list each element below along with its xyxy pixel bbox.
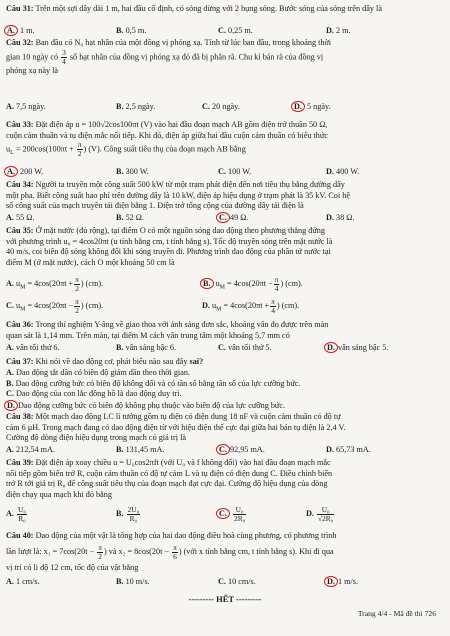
question-text: Ban đầu có N₀ hạt nhân của một đồng vị phóng xạ. Tính từ lúc ban đầu, trong khoảng thời xyxy=(35,38,332,47)
option-c: $\frac{\text{U₀}}{\text{2R₀}}$ xyxy=(234,504,246,523)
option-d: 2 m. xyxy=(336,26,351,35)
question-35-options-row1: A. $u_M = 4\cos(20\pi t$ + $\frac{\pi}{2}$ ) (cm). B. $u_M = 4\cos(20\pi t$ − $\frac{\pi}{4}$ ) (cm). xyxy=(6,274,303,293)
option-a: 1 m. xyxy=(20,26,35,35)
question-text: 40 m/s, coi biên độ sóng không đổi khi sóng truyền đi. Phương trình dao động của phần tử nước tại xyxy=(6,247,331,257)
option-c: 0,25 m. xyxy=(228,26,253,35)
fraction: $\frac{\pi}{2}$ xyxy=(77,140,82,159)
question-38 xyxy=(6,412,444,444)
question-40 xyxy=(6,531,444,542)
question-emphasis: sai? xyxy=(189,357,204,366)
option-b: 52 Ω. xyxy=(125,213,144,222)
option-a: 1 cm/s. xyxy=(16,577,40,586)
question-text: số công suất của mạch truyền tải điện bằng 1. Điện trở tổng cộng của đường dây tải điện là xyxy=(6,201,304,211)
question-33 xyxy=(6,120,444,159)
question-35-options-row2: C. $u_M = 4\cos(20\pi t$ − $\frac{\pi}{2}$ ) (cm). D. $u_M = 4\cos(20\pi t$ + $\frac{\pi}{4}$ ) (cm). xyxy=(6,296,300,315)
selected-answer-mark[interactable]: D. xyxy=(291,101,305,112)
selected-answer-mark[interactable]: D. xyxy=(4,400,18,411)
question-text: vị trí có li độ 12 cm, tốc độ của vật bằng xyxy=(6,563,139,572)
option-a: 55 Ω. xyxy=(16,213,35,222)
option-a: $\frac{\text{U₀}}{\text{R₀}}$ xyxy=(18,504,26,523)
question-33-options: A. 200 W. B. 300 W. C. 100 W. D. 400 W. xyxy=(6,166,444,178)
option-b: Dao động cưỡng bức có biên độ không đổi và có tần số bằng tần số của lực cưỡng bức. xyxy=(15,378,301,388)
option-c: 100 W. xyxy=(228,167,252,176)
question-label: Câu 40: xyxy=(6,531,34,540)
question-36-options: A. vân tối thứ 6. B. vân sáng bậc 6. C. vân tối thứ 5. D. vân sáng bậc 5. xyxy=(6,343,389,352)
question-label: Câu 36: xyxy=(6,320,34,329)
option-b: $u_M = 4\cos(20\pi t$ − $\frac{\pi}{4}$ ) (cm). xyxy=(215,274,303,293)
question-31 xyxy=(6,4,444,15)
question-label: Câu 39: xyxy=(6,458,34,467)
option-d: 1 m/s. xyxy=(337,577,358,586)
question-label: Câu 38: xyxy=(6,412,34,421)
option-c: 49 Ω. xyxy=(229,213,249,222)
question-36 xyxy=(6,320,444,341)
option-a: vân tối thứ 6. xyxy=(16,343,60,352)
selected-answer-mark[interactable]: C. xyxy=(216,444,230,455)
selected-answer-mark[interactable]: D. xyxy=(324,576,338,587)
question-text: với phương trình u₀ = 4cos20πt (u tính bằng cm, t tính bằng s). Tốc độ truyền sóng trên mặt nước là xyxy=(6,236,333,246)
question-text: Trong thí nghiệm Y-âng về giao thoa với ánh sáng đơn sắc, khoảng vân đo được trên màn xyxy=(35,320,329,329)
option-a: Dao động tắt dần có biên độ giảm dần theo thời gian. xyxy=(16,368,190,377)
selected-answer-mark[interactable]: C. xyxy=(216,212,230,223)
question-40-options: A. 1 cm/s. B. 10 m/s. C. 10 cm/s. D. 1 m/s. xyxy=(6,577,358,586)
question-text: số hạt nhân của đồng vị phóng xạ đó đã bị phân rã. Chu kì bán rã của đồng vị xyxy=(69,51,324,61)
selected-answer-mark[interactable]: A. xyxy=(4,25,18,36)
option-b: vân sáng bậc 6. xyxy=(125,343,177,352)
question-35 xyxy=(6,226,444,268)
question-38-options: A. 212,54 mA. B. 131,45 mA. C. 92,95 mA. D. 65,73 mA. xyxy=(6,445,371,454)
question-text: Khi nói về dao động cơ, phát biểu nào sau đây xyxy=(35,357,188,366)
option-a: 200 W. xyxy=(20,167,44,176)
fraction: $\frac{\pi}{2}$ xyxy=(98,542,102,561)
question-label: Câu 31: xyxy=(6,4,34,13)
question-text: ) và x₂ = 8cos(20t − xyxy=(103,547,170,556)
option-d: 5 ngày. xyxy=(307,102,331,111)
question-34-options: A. 55 Ω. B. 52 Ω. C. 49 Ω. D. 38 Ω. xyxy=(6,213,355,222)
option-d: 65,73 mA. xyxy=(336,445,371,454)
selected-answer-mark[interactable]: C. xyxy=(216,508,230,519)
question-label: Câu 32: xyxy=(6,38,34,47)
option-a: 7,5 ngày. xyxy=(16,102,46,111)
question-text: ) (V). Công suất tiêu thụ của đoạn mạch AB bằng xyxy=(83,144,246,154)
option-c: Dao động của con lắc đồng hồ là dao động duy trì. xyxy=(16,389,182,399)
option-b: 131,45 mA. xyxy=(125,445,165,454)
fraction: $\frac{\pi}{6}$ xyxy=(173,542,177,561)
option-a: $u_M = 4\cos(20\pi t$ + $\frac{\pi}{2}$ ) (cm). xyxy=(16,274,104,293)
option-b: $\frac{\text{2U₀}}{\text{R₀}}$ xyxy=(127,504,140,523)
question-label: Câu 34: xyxy=(6,180,34,189)
option-c: 92,95 mA. xyxy=(229,445,265,454)
question-text: Trên một sợi dây dài 1 m, hai đầu cố định, có sóng dừng với 2 bụng sóng. Bước sóng của sóng trên dây là xyxy=(35,4,382,13)
end-marker: --------- HẾT --------- xyxy=(188,594,262,604)
option-d: 38 Ω. xyxy=(336,213,355,222)
question-text: một pha. Biết công suất hao phí trên đường dây là 10 kW, điện áp hiệu dụng ở trạm phát là 35 kV. Coi hệ xyxy=(6,190,350,200)
option-d: $u_M = 4\cos(20\pi t$ + $\frac{\pi}{4}$ ) (cm). xyxy=(212,296,300,315)
option-c: 10 cm/s. xyxy=(228,577,256,586)
question-39-options: A. $\frac{\text{U₀}}{\text{R₀}}$ B. $\frac{\text{2U₀}}{\text{R₀}}$ C. $\frac{\text{U₀}}{\text{2R₀}}$ D. $\frac{\text{U₀}}{\text{√2R₀}}$ xyxy=(6,504,334,523)
option-c: vân tối thứ 5. xyxy=(228,343,272,352)
question-label: Câu 35: xyxy=(6,226,34,235)
question-text: trở R tới giá trị R₀ để công suất tiêu thụ của đoạn mạch đạt cực đại. Cường độ hiệu dụng của dòng xyxy=(6,479,328,489)
question-text: nối tiếp gồm biến trở R, cuộn cảm thuần có độ tự cảm L và tụ điện có điện dung C. Điều chỉnh biến xyxy=(6,468,333,478)
question-text: ) (với x tính bằng cm, t tính bằng s). Khi đi qua xyxy=(178,547,334,556)
question-text: = 200cos(100πt + xyxy=(13,144,74,154)
selected-answer-mark[interactable]: D. xyxy=(324,342,338,353)
option-d: $\frac{\text{U₀}}{\text{√2R₀}}$ xyxy=(318,504,334,523)
option-a: 212,54 mA. xyxy=(16,445,55,454)
option-b: 10 m/s. xyxy=(125,577,150,586)
question-39 xyxy=(6,458,444,500)
question-text: cảm 6 μH. Trong mạch đang có dao động điện từ với hiệu điện thế cực đại giữa hai bản tụ điện là 2,4 V. xyxy=(6,422,346,432)
question-37 xyxy=(6,357,444,368)
option-d: vân sáng bậc 5. xyxy=(337,343,389,352)
question-text: Ở mặt nước (đủ rộng), tại điểm O có một nguồn sóng dao động theo phương thẳng đứng xyxy=(35,226,325,235)
selected-answer-mark[interactable]: B. xyxy=(200,278,214,289)
question-text: Một mạch dao động LC lí tưởng gồm tụ điện có điện dung 18 nF và cuộn cảm thuần có độ tự xyxy=(35,412,341,421)
question-text: cuộn cảm thuần và tụ điện mắc nối tiếp. Khi đó, điện áp giữa hai đầu cuộn cảm thuần có biểu thức xyxy=(6,130,328,140)
option-b: 0,5 m. xyxy=(125,26,147,35)
option-c: 20 ngày. xyxy=(212,102,240,111)
question-text: u xyxy=(6,144,11,154)
selected-answer-mark[interactable]: A. xyxy=(4,166,18,177)
question-text: điện chạy qua mạch khi đó bằng xyxy=(6,489,112,499)
option-c: $u_M = 4\cos(20\pi t$ − $\frac{\pi}{2}$ ) (cm). xyxy=(16,296,104,315)
question-text: gian 10 ngày có xyxy=(6,51,59,61)
question-text: Đặt điện áp xoay chiều u = U₀cos2πft (với U₀ và f không đổi) vào hai đầu đoạn mạch mắc xyxy=(35,458,331,467)
question-text: Đặt điện áp u = 100√2cos100πt (V) vào hai đầu đoạn mạch AB gồm điện trở thuần 50 Ω, xyxy=(35,120,328,129)
question-32-options: A. 7,5 ngày. B. 2,5 ngày. C. 20 ngày. D. 5 ngày. xyxy=(6,102,331,111)
option-b: 2,5 ngày. xyxy=(125,102,156,111)
question-text: lần lượt là: x₁ = 7cos(20t − xyxy=(6,547,95,556)
option-d: Dao động cưỡng bức có biên độ không phụ thuộc vào biên độ của lực cưỡng bức. xyxy=(17,400,286,410)
question-37-options: A. Dao động tắt dần có biên độ giảm dần theo thời gian. B. Dao động cưỡng bức có biên độ không đổi và có tần số bằng tần số của lực cưỡng bức. C. Dao động của con lắc đồng hồ là dao động duy trì. D. Dao động cưỡng bức có biên độ không phụ thuộc vào biên độ của lực cưỡng bức. xyxy=(6,368,301,410)
question-text: điểm M (ở mặt nước), cách O một khoảng 50 cm là xyxy=(6,257,175,267)
question-40-line3 xyxy=(6,563,444,574)
question-34 xyxy=(6,180,444,212)
question-label: Câu 37: xyxy=(6,357,34,366)
question-text: quan sát là 1,14 mm. Trên màn, tại điểm M cách vân trung tâm một khoảng 5,7 mm có xyxy=(6,330,290,340)
option-d: 400 W. xyxy=(336,167,360,176)
question-32 xyxy=(6,38,444,76)
question-text: Người ta truyền một công suất 500 kW từ một trạm phát điện đến nơi tiêu thụ bằng đường dây xyxy=(35,180,345,189)
question-label: Câu 33: xyxy=(6,120,34,129)
page-footer: Trang 4/4 - Mã đề thi 726 xyxy=(357,609,436,618)
fraction: $\frac{3}{4}$ xyxy=(62,47,66,66)
question-text: Cường độ dòng điện hiệu dụng trong mạch có giá trị là xyxy=(6,433,186,443)
question-40-line2 xyxy=(6,543,444,561)
question-text: phóng xạ này là xyxy=(6,65,59,75)
subscript: L xyxy=(10,150,14,157)
question-text: Dao động của một vật là tổng hợp của hai dao động điều hoà cùng phương, có phương trình xyxy=(35,531,337,540)
option-b: 300 W. xyxy=(125,167,149,176)
question-31-options: A. 1 m. B. 0,5 m. C. 0,25 m. D. 2 m. xyxy=(6,25,444,37)
